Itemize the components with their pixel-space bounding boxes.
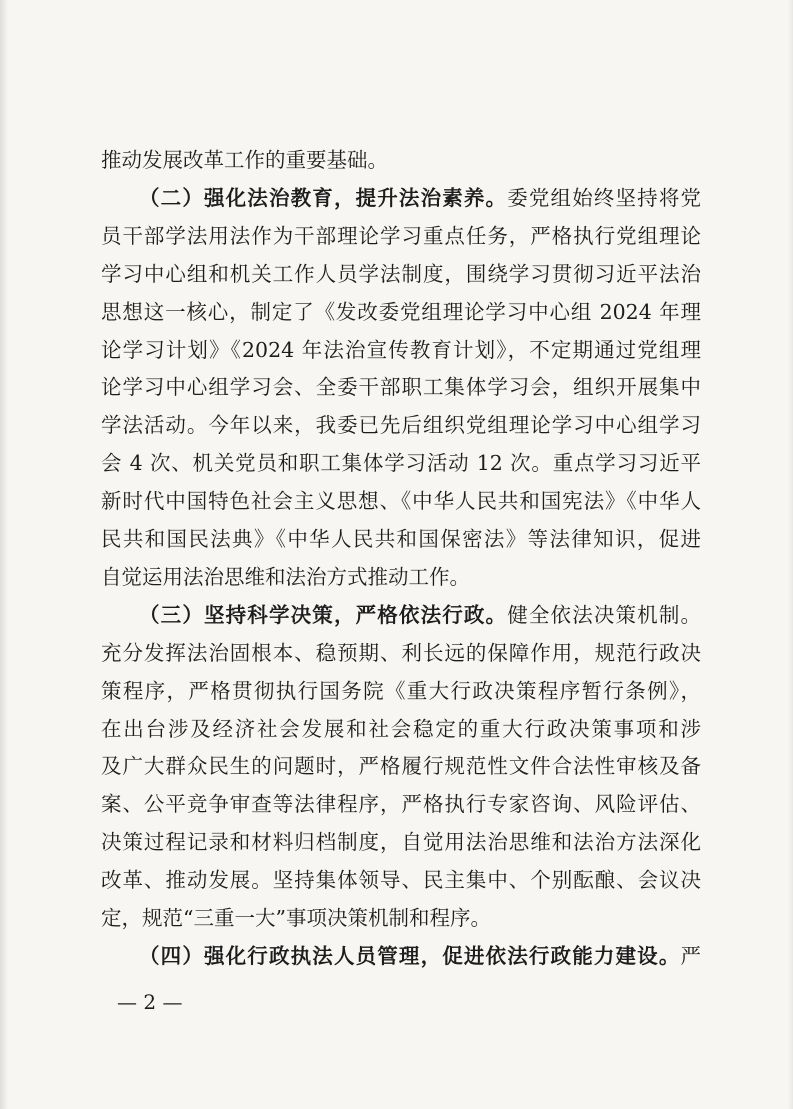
section-heading: （二）强化法治教育，提升法治素养。 [139, 185, 508, 210]
page-number: — 2 — [117, 989, 183, 1014]
section-heading: （四）强化行政执法人员管理，促进依法行政能力建设。 [139, 943, 681, 968]
paragraph-heading-line: （三）坚持科学决策，严格依法行政。健全依法决策机制。 [139, 602, 701, 627]
text-line: 新时代中国特色社会主义思想、《中华人民共和国宪法》《中华人 [101, 489, 701, 514]
text-line: 自觉运用法治思维和法治方式推动工作。 [101, 564, 470, 589]
text-line: 员干部学法用法作为干部理论学习重点任务，严格执行党组理论 [101, 223, 701, 248]
text-line: 决策过程记录和材料归档制度，自觉用法治思维和法治方法深化 [101, 830, 701, 855]
text-line: 及广大群众民生的问题时，严格履行规范性文件合法性审核及备 [101, 754, 701, 779]
text-line: 思想这一核心，制定了《发改委党组理论学习中心组 2024 年理 [101, 299, 701, 324]
text-line: 在出台涉及经济社会发展和社会稳定的重大行政决策事项和涉 [101, 716, 701, 741]
section-heading: （三）坚持科学决策，严格依法行政。 [139, 602, 508, 627]
text-line: 学习中心组和机关工作人员学法制度，围绕学习贯彻习近平法治 [101, 261, 701, 286]
scan-edge-shadow [0, 0, 8, 1109]
text-line: 论学习中心组学习会、全委干部职工集体学习会，组织开展集中 [101, 375, 701, 400]
text-line: 民共和国民法典》《中华人民共和国保密法》等法律知识，促进 [101, 527, 701, 551]
text-line: 案、公平竞争审查等法律程序，严格执行专家咨询、风险评估、 [101, 792, 701, 817]
paragraph-heading-line: （四）强化行政执法人员管理，促进依法行政能力建设。严 [139, 943, 701, 968]
text-line: 定，规范“三重一大”事项决策机制和程序。 [101, 906, 491, 930]
paragraph-heading-line: （二）强化法治教育，提升法治素养。委党组始终坚持将党 [139, 185, 701, 210]
text-line: 论学习计划》《2024 年法治宣传教育计划》，不定期通过党组理 [101, 337, 701, 362]
text-line: 学法活动。今年以来，我委已先后组织党组理论学习中心组学习 [101, 413, 701, 438]
text-line: 改革、推动发展。坚持集体领导、民主集中、个别酝酿、会议决 [101, 868, 701, 893]
text-line: 策程序，严格贯彻执行国务院《重大行政决策程序暂行条例》， [101, 678, 701, 703]
text-line: 会 4 次、机关党员和职工集体学习活动 12 次。重点学习习近平 [101, 451, 701, 476]
text-line: 推动发展改革工作的重要基础。 [101, 148, 388, 172]
scan-edge-shadow-right [788, 0, 793, 1109]
text-line: 充分发挥法治固根本、稳预期、利长远的保障作用，规范行政决 [101, 640, 701, 665]
